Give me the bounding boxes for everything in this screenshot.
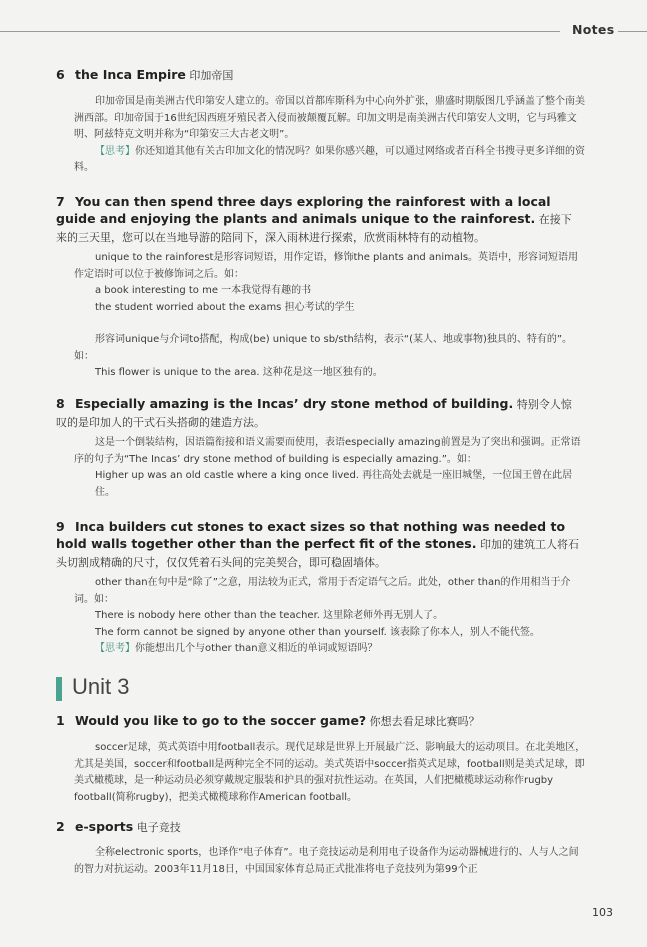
paragraph: 印加帝国是南美洲古代印第安人建立的。帝国以首都库斯科为中心向外扩张，鼎盛时期版图几乎涵盖了整个南美洲西部。印加帝国于16世纪因西班牙殖民者入侵而被颠覆瓦解。印加文明是南美洲古代印第安人文明，它与玛雅文明、阿兹特克文明并称为“印第安三大古老文明”。: [74, 96, 585, 140]
example: a book interesting to me 一本我觉得有趣的书: [95, 285, 312, 296]
note-title-cn: 电子竞技: [133, 821, 181, 834]
page-number: 103: [592, 906, 613, 919]
note-title-cn: 在接下来的三天里，您可以在当地导游的陪同下，深入雨林进行探索，欣赏雨林特有的动植物。: [56, 213, 572, 244]
note-number: 1: [56, 713, 65, 728]
note-heading-6: [56, 66, 582, 84]
note-heading-7: [56, 193, 582, 246]
example: Higher up was an old castle where a king once lived. 再往高处去就是一座旧城堡，一位国王曾在此居住。: [95, 470, 573, 498]
header-rule: [0, 31, 560, 32]
think-label: 【思考】: [95, 643, 135, 654]
note-heading-9: [56, 518, 582, 571]
note-heading-u1: [56, 712, 582, 730]
note-body-9: [74, 575, 586, 658]
note-title-en: e-sports: [75, 819, 134, 834]
note-title-cn: 印加的建筑工人将石头切割成精确的尺寸，仅仅凭着石头间的完美契合，即可稳固墙体。: [56, 538, 579, 569]
note-body-8: [74, 435, 586, 501]
note-heading-u2: [56, 818, 582, 836]
note-title-cn: 印加帝国: [185, 69, 234, 82]
note-number: 9: [56, 519, 65, 534]
note-title-en: Especially amazing is the Incas’ dry stone method of building.: [75, 396, 514, 411]
header-rule-right: [618, 31, 647, 32]
example: the student worried about the exams 担心考试的学生: [95, 301, 355, 313]
paragraph: soccer足球，英式英语中用football表示。现代足球是世界上开展最广泛、影响最大的运动项目。在北美地区，尤其是美国，soccer和football是两种完全不同的运动。美式英语中soccer指英式足球，football则是美式足球，即美式橄榄球，是一种运动员必须穿戴规定服装和护具的强对抗性运动。在英国，人们把橄榄球运动称作rugby football(简称rugby)，把美式橄榄球称作American football。: [74, 742, 586, 803]
example: This flower is unique to the area. 这种花是这一地区独有的。: [95, 367, 383, 378]
note-title-en: Inca builders cut stones to exact sizes so that nothing was needed to hold walls together other than the perfect fit of the stones.: [56, 519, 566, 551]
note-title-cn: 特别令人惊叹的是印加人的干式石头搭砌的建造方法。: [56, 398, 572, 429]
paragraph: 全称electronic sports，也译作“电子体育”。电子竞技运动是利用电子设备作为运动器械进行的、人与人之间的智力对抗运动。2003年11月18日，中国国家体育总局正式批准将电子竞技列为第99个正: [74, 847, 579, 875]
note-body-u1: [74, 740, 586, 806]
paragraph: 这是一个倒装结构，因语篇衔接和语义需要而使用，表语especially amazing前置是为了突出和强调。正常语序的句子为“The Incas’ dry stone method of building is especially amazing.”。如：: [74, 437, 581, 465]
note-number: 2: [56, 819, 65, 834]
notes-label: Notes: [572, 22, 615, 37]
example: There is nobody here other than the teacher. 这里除老师外再无别人了。: [95, 610, 444, 621]
think-text: 你还知道其他有关古印加文化的情况吗？如果你感兴趣，可以通过网络或者百科全书搜寻更多详细的资料。: [74, 145, 585, 173]
paragraph: unique to the rainforest是形容词短语，用作定语，修饰the plants and animals。英语中，形容词短语用作定语时可以位于被修饰词之后。如：: [74, 252, 579, 280]
notes-header: [0, 0, 647, 44]
note-heading-8: [56, 395, 582, 431]
note-number: 7: [56, 194, 65, 209]
think-label: 【思考】: [95, 145, 135, 157]
note-body-u2: [74, 845, 586, 878]
note-number: 6: [56, 67, 65, 82]
note-body-7: [74, 250, 586, 382]
example: The form cannot be signed by anyone other than yourself. 该表除了你本人，别人不能代签。: [95, 626, 540, 638]
unit-marker: [56, 677, 62, 701]
note-number: 8: [56, 396, 65, 411]
note-title-en: the Inca Empire: [75, 67, 186, 82]
note-title-en: Would you like to go to the soccer game?: [75, 713, 367, 728]
think-text: 你能想出几个与other than意义相近的单词或短语吗？: [135, 643, 378, 654]
paragraph: other than在句中是“除了”之意，用法较为正式，常用于否定语气之后。此处，other than的作用相当于介词。如：: [74, 577, 571, 605]
note-title-en: You can then spend three days exploring the rainforest with a local guide and enjoying the plants and animals unique to the rainforest.: [56, 194, 551, 226]
paragraph: 形容词unique与介词to搭配，构成(be) unique to sb/sth结构，表示“(某人、地或事物)独具的、特有的”。如：: [74, 334, 573, 362]
note-body-6: [74, 94, 586, 177]
note-title-cn: 你想去看足球比赛吗？: [366, 715, 480, 728]
unit-title: Unit 3: [72, 674, 130, 699]
